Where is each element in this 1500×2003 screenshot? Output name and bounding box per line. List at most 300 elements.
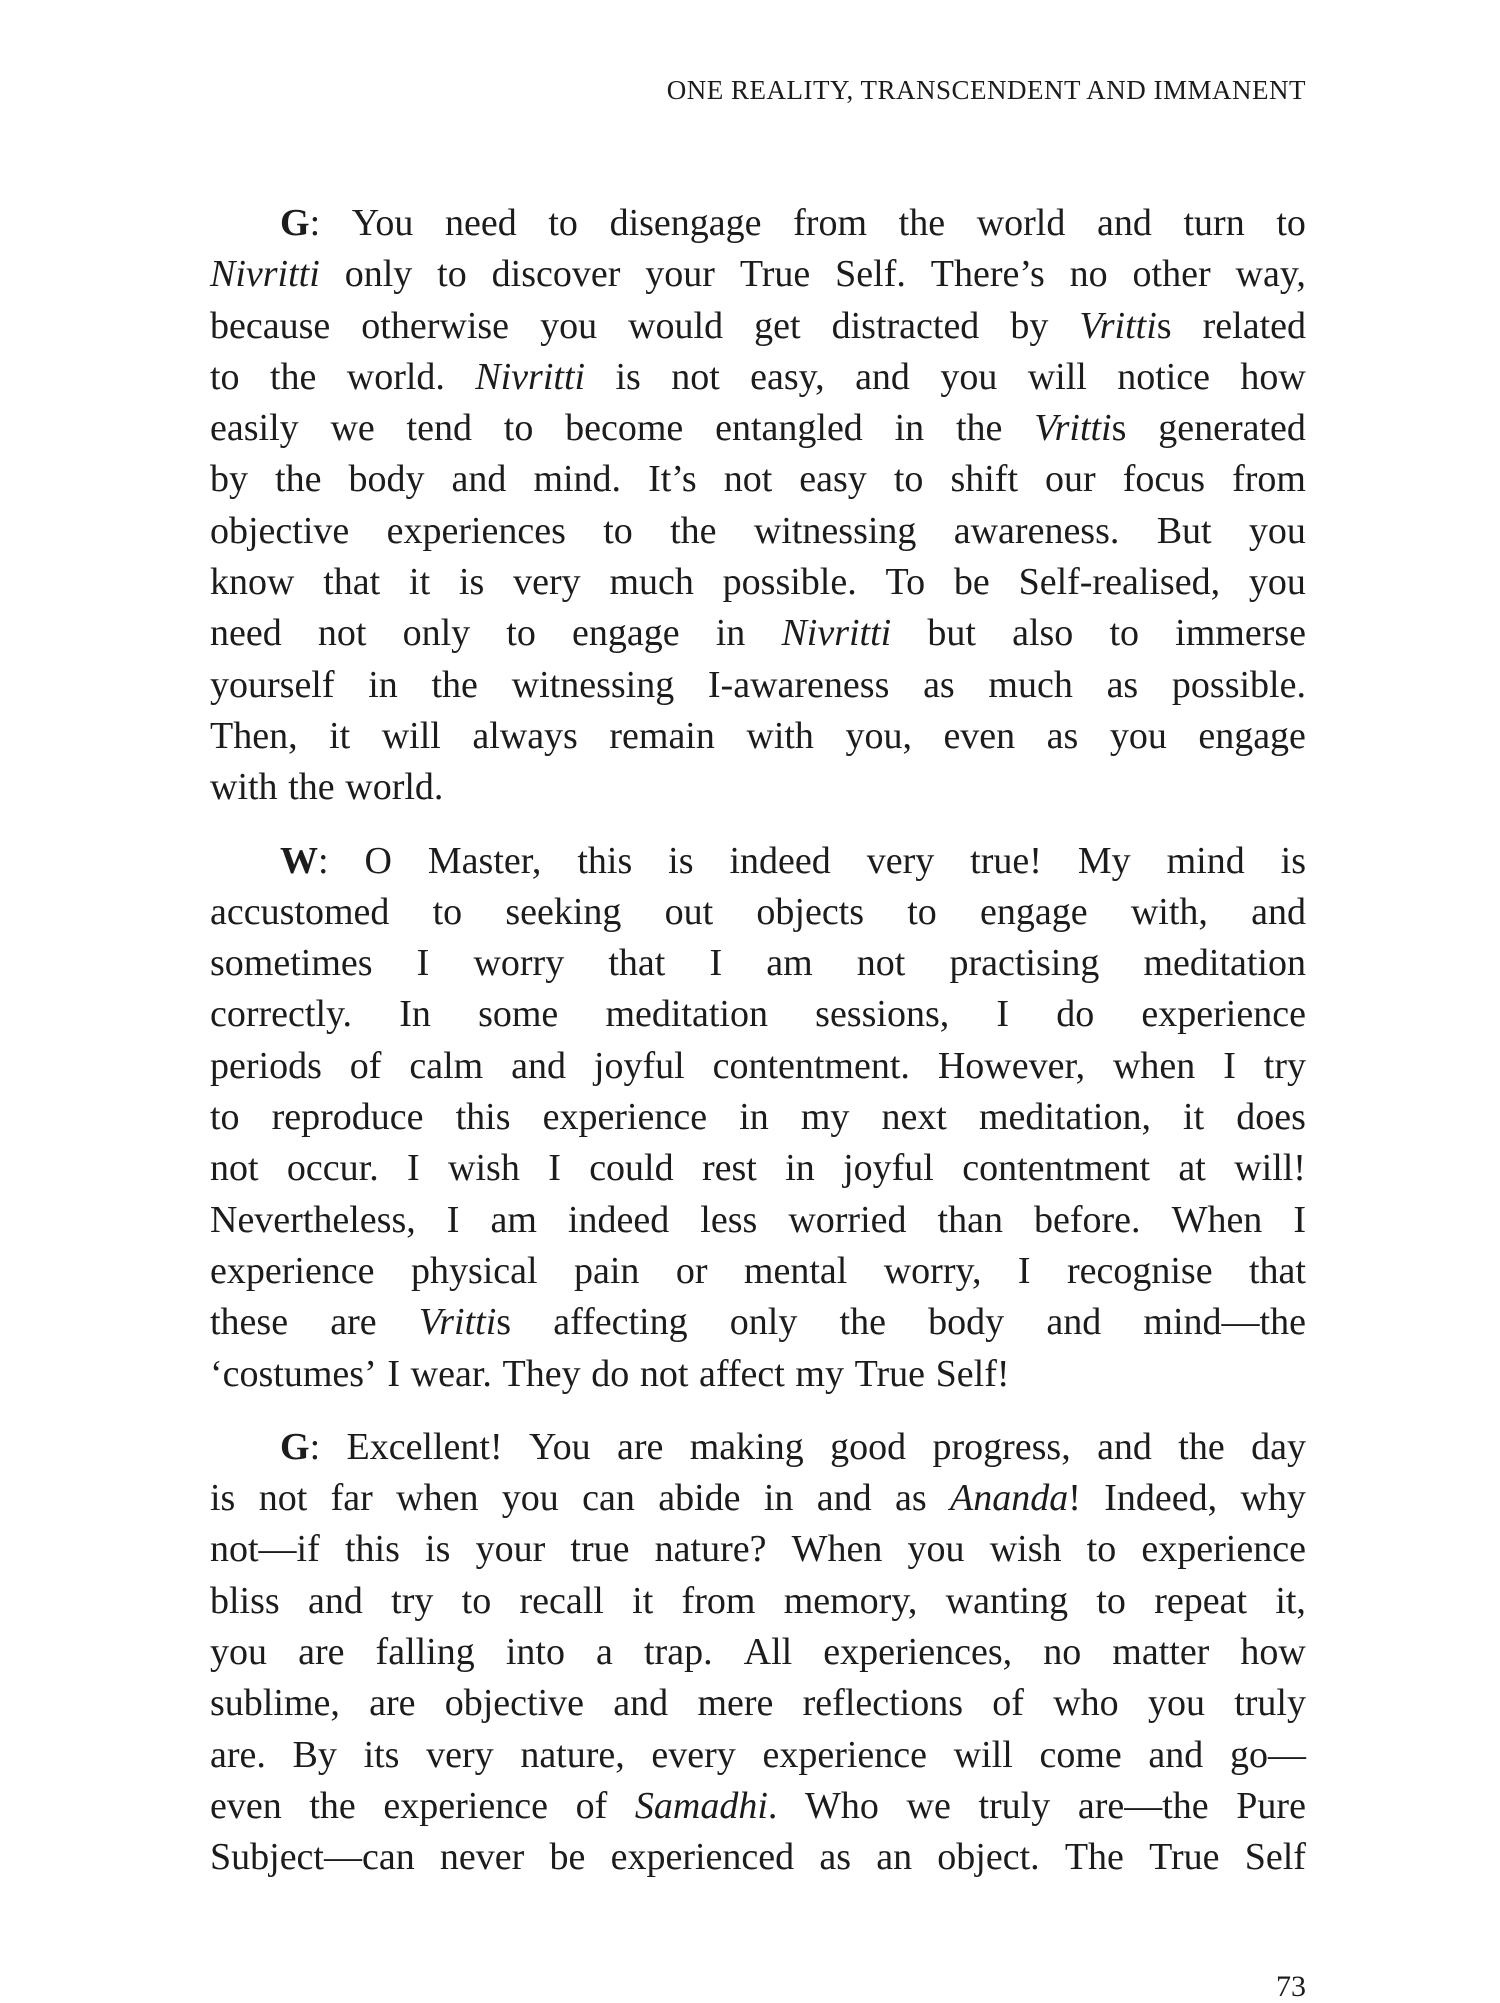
word: your xyxy=(475,1528,546,1571)
word: world xyxy=(976,202,1066,244)
word: I xyxy=(407,1147,420,1190)
word: even xyxy=(210,1784,282,1827)
word: the xyxy=(309,1784,356,1827)
word: that xyxy=(608,942,666,985)
word: immerse xyxy=(1175,612,1306,655)
text-line xyxy=(210,1832,1306,1883)
word: will xyxy=(381,714,441,757)
word: you xyxy=(940,355,998,398)
text-line xyxy=(210,1349,1306,1400)
word: much xyxy=(609,561,694,604)
word: mere xyxy=(697,1682,774,1725)
word: how xyxy=(1240,355,1306,398)
word: not xyxy=(856,942,906,985)
text-line xyxy=(210,1143,1306,1194)
word: possible. xyxy=(1171,663,1306,706)
word: indeed xyxy=(567,1198,670,1241)
word: your xyxy=(645,253,715,296)
word: this xyxy=(455,1096,511,1139)
word: you xyxy=(540,304,598,347)
word: True xyxy=(739,253,811,296)
word: is xyxy=(615,355,641,398)
word: to xyxy=(1086,1528,1117,1571)
word: generated xyxy=(1158,407,1306,450)
word: not xyxy=(671,355,720,398)
word: could xyxy=(589,1147,674,1190)
text-line xyxy=(210,1246,1306,1297)
text-line xyxy=(210,711,1306,762)
word: By xyxy=(292,1733,337,1776)
word: is xyxy=(210,1477,236,1520)
word: Vrittis xyxy=(1034,407,1127,450)
word: engage xyxy=(980,890,1088,933)
word: affecting xyxy=(553,1301,688,1344)
word: object. xyxy=(937,1836,1040,1879)
word: as xyxy=(923,663,955,706)
word: does xyxy=(1236,1096,1306,1139)
word: True xyxy=(1149,1836,1220,1879)
word: calm xyxy=(409,1044,484,1087)
word: wanting xyxy=(945,1579,1069,1622)
word: easy xyxy=(799,458,867,501)
text-line xyxy=(210,1092,1306,1143)
word: focus xyxy=(1122,458,1206,501)
word: and xyxy=(1097,1425,1152,1468)
text-line xyxy=(210,762,1306,813)
word: But xyxy=(1156,509,1212,552)
word: when xyxy=(1112,1044,1196,1087)
word: or xyxy=(675,1249,708,1292)
word: the xyxy=(955,407,1003,450)
word: objective xyxy=(444,1682,585,1725)
word: seeking xyxy=(505,890,622,933)
word: are xyxy=(298,1631,345,1674)
word: in xyxy=(785,1147,815,1190)
text-line xyxy=(210,352,1306,403)
page-number: 73 xyxy=(1276,1970,1306,2003)
word: My xyxy=(1077,839,1131,882)
word: body xyxy=(928,1301,1005,1344)
word: but xyxy=(927,612,976,655)
word: as xyxy=(1106,663,1139,706)
word: do xyxy=(591,1352,630,1395)
word: In xyxy=(399,993,431,1036)
paragraph-guru-1 xyxy=(210,198,1306,814)
text-line xyxy=(210,1627,1306,1678)
word: to xyxy=(210,1096,240,1139)
word: as xyxy=(894,1477,927,1520)
word: in xyxy=(715,612,746,655)
text-line xyxy=(210,1524,1306,1575)
word: repeat xyxy=(1154,1579,1248,1622)
word: way, xyxy=(1235,253,1306,296)
word: you xyxy=(501,1477,559,1520)
word: truly xyxy=(1234,1682,1306,1725)
word: meditation, xyxy=(978,1096,1151,1139)
word: notice xyxy=(1117,355,1211,398)
word: truly xyxy=(978,1784,1051,1827)
word: very xyxy=(513,561,581,604)
word: try xyxy=(1263,1044,1306,1087)
word: and xyxy=(1046,1301,1102,1344)
word: and xyxy=(855,355,910,398)
word: do xyxy=(1056,993,1095,1036)
word: become xyxy=(565,407,684,450)
word: O xyxy=(364,839,392,882)
word: you xyxy=(1109,714,1167,757)
text-line xyxy=(210,608,1306,659)
word: falling xyxy=(375,1631,475,1674)
word: it xyxy=(329,714,351,757)
word: reflections xyxy=(802,1682,964,1725)
word: much xyxy=(988,663,1073,706)
word: meditation xyxy=(605,993,768,1036)
word: rest xyxy=(701,1147,757,1190)
word: never xyxy=(439,1836,525,1879)
word: turn xyxy=(1183,202,1245,244)
word: The xyxy=(1064,1836,1124,1879)
word: objects xyxy=(756,890,865,933)
word: need xyxy=(210,612,282,655)
word: Subject—can xyxy=(210,1836,415,1879)
word: world. xyxy=(345,766,444,809)
speaker-label: W: xyxy=(280,839,329,882)
word: not xyxy=(723,458,773,501)
word: Self xyxy=(1244,1836,1306,1879)
word: into xyxy=(505,1631,565,1674)
word: only xyxy=(344,253,413,296)
word: the xyxy=(839,1301,886,1344)
word: are—the xyxy=(1077,1784,1209,1827)
word: not xyxy=(317,612,367,655)
word: nature? xyxy=(654,1528,767,1571)
word: our xyxy=(1045,458,1096,501)
word: discover xyxy=(491,253,621,296)
word: experiences, xyxy=(823,1631,1013,1674)
word: experience xyxy=(542,1096,708,1139)
word: will xyxy=(953,1733,1013,1776)
word: I xyxy=(387,1352,401,1395)
word: good xyxy=(830,1425,907,1468)
word: from xyxy=(793,202,868,244)
word: be xyxy=(549,1836,586,1879)
word: practising xyxy=(949,942,1100,985)
word: go— xyxy=(1229,1733,1306,1776)
word: and xyxy=(1096,202,1152,244)
word: you xyxy=(210,1631,267,1674)
word: worry xyxy=(473,942,565,985)
word: you xyxy=(1248,561,1306,604)
word: it xyxy=(632,1579,654,1622)
word: to xyxy=(210,355,240,398)
running-header: ONE REALITY, TRANSCENDENT AND IMMANENT xyxy=(666,75,1306,105)
word: true! xyxy=(970,839,1042,882)
word: only xyxy=(729,1301,798,1344)
word: can xyxy=(582,1477,635,1520)
word: tend xyxy=(406,407,472,450)
word: in xyxy=(894,407,925,450)
word: body xyxy=(348,458,425,501)
word: only xyxy=(402,612,471,655)
word: indeed xyxy=(729,839,831,882)
word: sometimes xyxy=(210,942,373,985)
word: otherwise xyxy=(361,304,510,347)
word: it xyxy=(409,561,431,604)
word: to xyxy=(437,253,467,296)
word: Ananda! xyxy=(949,1477,1081,1520)
word: and xyxy=(451,458,507,501)
word: to xyxy=(461,1579,492,1622)
word: Nivritti xyxy=(781,612,892,655)
word: contentment. xyxy=(712,1044,910,1087)
word: experiences xyxy=(386,509,566,552)
word: why xyxy=(1240,1477,1306,1520)
word: entangled xyxy=(715,407,863,450)
text-line xyxy=(210,1422,1306,1473)
word: Excellent! xyxy=(346,1425,503,1468)
text-line xyxy=(210,249,1306,300)
word: with, xyxy=(1130,890,1208,933)
word: to xyxy=(603,509,633,552)
word: come xyxy=(1039,1733,1122,1776)
word: by xyxy=(1010,304,1049,347)
word: wish xyxy=(448,1147,520,1190)
word: easily xyxy=(210,407,299,450)
text-line xyxy=(210,403,1306,454)
text-line xyxy=(210,1041,1306,1092)
word: Indeed, xyxy=(1104,1477,1218,1520)
word: wish xyxy=(989,1528,1062,1571)
word: mental xyxy=(743,1249,848,1292)
word: we xyxy=(906,1784,951,1827)
text-line xyxy=(210,836,1306,887)
word: very xyxy=(426,1733,494,1776)
word: is xyxy=(1280,839,1306,882)
word: world. xyxy=(346,355,445,398)
word: from xyxy=(1232,458,1306,501)
word: as xyxy=(819,1836,851,1879)
word: experience xyxy=(383,1784,548,1827)
word: Pure xyxy=(1236,1784,1306,1827)
word: next xyxy=(881,1096,947,1139)
word: that xyxy=(323,561,381,604)
text-line xyxy=(210,989,1306,1040)
text-line xyxy=(210,887,1306,938)
paragraph-disciple xyxy=(210,836,1306,1400)
word: the xyxy=(898,202,946,244)
word: I xyxy=(548,1147,561,1190)
word: I xyxy=(1293,1198,1306,1241)
word: experience xyxy=(210,1249,375,1292)
word: need xyxy=(445,202,517,244)
word: You xyxy=(351,202,414,244)
word: memory, xyxy=(783,1579,918,1622)
word: other xyxy=(1132,253,1211,296)
word: from xyxy=(681,1579,756,1622)
word: You xyxy=(528,1425,591,1468)
word: is xyxy=(425,1528,451,1571)
word: very xyxy=(866,839,935,882)
word: I xyxy=(416,942,430,985)
word: is xyxy=(458,561,485,604)
word: It’s xyxy=(648,458,697,501)
word: try xyxy=(391,1579,434,1622)
word: engage xyxy=(571,612,680,655)
word: worried xyxy=(788,1198,907,1241)
word: the xyxy=(269,355,317,398)
word: be xyxy=(953,561,990,604)
word: Vrittis xyxy=(418,1301,512,1344)
word: To xyxy=(885,561,926,604)
word: it, xyxy=(1275,1579,1306,1622)
text-line xyxy=(210,301,1306,352)
word: However, xyxy=(937,1044,1086,1087)
word: trap. xyxy=(643,1631,713,1674)
word: Self! xyxy=(935,1352,1010,1395)
word: periods xyxy=(210,1044,322,1087)
word: joyful xyxy=(843,1147,934,1190)
text-line xyxy=(210,1730,1306,1781)
word: Who xyxy=(805,1784,879,1827)
word: correctly. xyxy=(210,993,353,1036)
word: not xyxy=(210,1147,259,1190)
speaker-label: G: xyxy=(280,202,321,244)
word: mind—the xyxy=(1143,1301,1306,1344)
word: I xyxy=(709,942,723,985)
word: When xyxy=(1171,1198,1263,1241)
word: always xyxy=(472,714,578,757)
word: as xyxy=(1046,714,1079,757)
word: recall xyxy=(519,1579,604,1622)
word: some xyxy=(478,993,559,1036)
word: we xyxy=(330,407,375,450)
word: not xyxy=(639,1352,689,1395)
word: possible. xyxy=(722,561,857,604)
word: my xyxy=(795,1352,844,1395)
word: also xyxy=(1012,612,1074,655)
word: contentment xyxy=(962,1147,1151,1190)
word: Samadhi. xyxy=(634,1784,778,1827)
word: to xyxy=(432,890,463,933)
word: you xyxy=(1147,1682,1205,1725)
word: at xyxy=(1178,1147,1206,1190)
word: Nivritti xyxy=(475,355,586,398)
word: pain xyxy=(574,1249,640,1292)
word: with xyxy=(746,714,814,757)
word: to xyxy=(506,612,536,655)
word: I xyxy=(1223,1044,1236,1087)
word: to xyxy=(893,458,924,501)
word: experience xyxy=(1141,1528,1306,1571)
text-line xyxy=(210,660,1306,711)
word: in xyxy=(368,663,398,706)
word: day xyxy=(1251,1425,1306,1468)
text-line xyxy=(210,1297,1306,1348)
word: the xyxy=(288,766,335,809)
text-line xyxy=(210,1473,1306,1524)
word: When xyxy=(791,1528,883,1571)
word: this xyxy=(344,1528,400,1571)
word: you xyxy=(1248,509,1306,552)
word: Self. xyxy=(835,253,906,296)
word: and xyxy=(613,1682,669,1725)
word: Nevertheless, xyxy=(210,1198,416,1241)
text-line xyxy=(210,1195,1306,1246)
word: am xyxy=(766,942,813,985)
word: because xyxy=(210,304,331,347)
word: Master, xyxy=(427,839,542,882)
word: that xyxy=(1249,1249,1306,1292)
word: I xyxy=(1017,1249,1031,1292)
word: the xyxy=(275,458,322,501)
text-line xyxy=(210,1781,1306,1832)
text-line xyxy=(210,506,1306,557)
word: experience xyxy=(762,1733,928,1776)
word: less xyxy=(700,1198,758,1241)
word: with xyxy=(210,766,278,809)
word: know xyxy=(210,561,295,604)
word: no xyxy=(1043,1631,1082,1674)
word: awareness. xyxy=(953,509,1120,552)
word: abide xyxy=(658,1477,741,1520)
word: an xyxy=(876,1836,913,1879)
word: no xyxy=(1069,253,1108,296)
word: Then, xyxy=(210,714,298,757)
word: of xyxy=(992,1682,1024,1725)
word: by xyxy=(210,458,248,501)
word: even xyxy=(943,714,1016,757)
word: are xyxy=(369,1682,416,1725)
word: witnessing xyxy=(511,663,675,706)
word: get xyxy=(754,304,801,347)
word: my xyxy=(800,1096,850,1139)
word: how xyxy=(1240,1631,1306,1674)
word: nature, xyxy=(520,1733,625,1776)
word: There’s xyxy=(930,253,1045,296)
word: to xyxy=(1276,202,1306,244)
word: easy, xyxy=(750,355,825,398)
word: when xyxy=(396,1477,479,1520)
word: progress, xyxy=(932,1425,1071,1468)
word: this xyxy=(577,839,633,882)
word: in xyxy=(739,1096,769,1139)
word: I xyxy=(996,993,1010,1036)
word: not xyxy=(258,1477,308,1520)
word: worry, xyxy=(883,1249,982,1292)
word: matter xyxy=(1112,1631,1210,1674)
word: the xyxy=(431,663,478,706)
word: in xyxy=(763,1477,794,1520)
text-line xyxy=(210,1576,1306,1627)
word: of xyxy=(575,1784,608,1827)
word: I xyxy=(446,1198,460,1241)
word: They xyxy=(502,1352,581,1395)
word: Self-realised, xyxy=(1018,561,1221,604)
word: to xyxy=(503,407,534,450)
word: its xyxy=(363,1733,400,1776)
word: and xyxy=(1148,1733,1204,1776)
word: wear. xyxy=(410,1352,492,1395)
dialogue-text xyxy=(210,198,1306,1906)
text-line xyxy=(210,557,1306,608)
word: I-awareness xyxy=(707,663,890,706)
word: true xyxy=(570,1528,630,1571)
word: will! xyxy=(1234,1147,1306,1190)
word: Vrittis xyxy=(1079,304,1172,347)
word: the xyxy=(670,509,717,552)
word: experienced xyxy=(610,1836,795,1879)
word: mind xyxy=(1166,839,1245,882)
